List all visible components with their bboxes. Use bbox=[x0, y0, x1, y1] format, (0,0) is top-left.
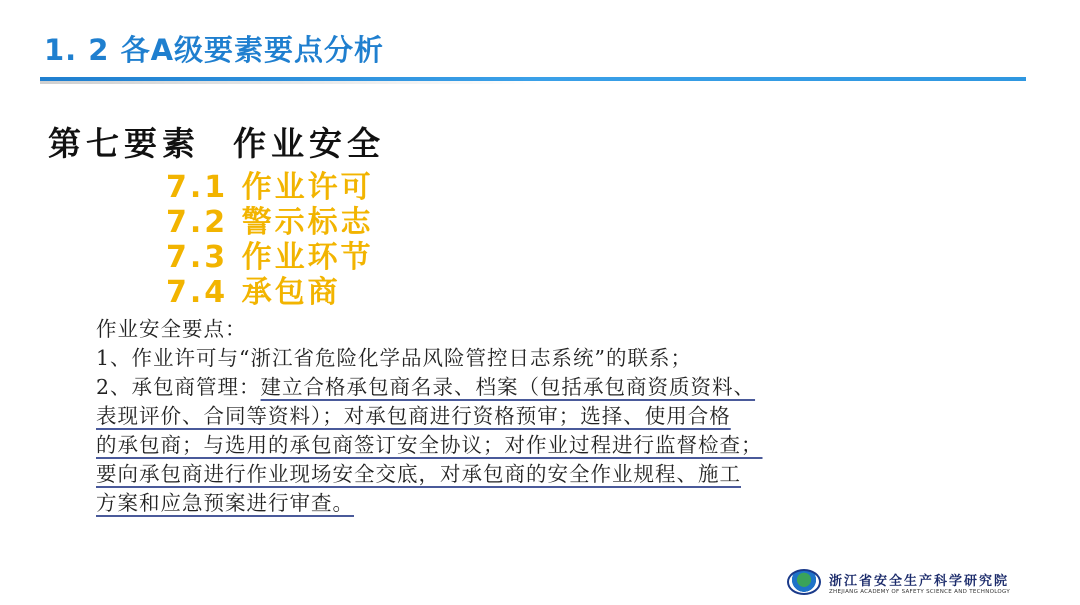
body-line-underlined: 的承包商；与选用的承包商签订安全协议；对作业过程进行监督检查； bbox=[96, 433, 763, 457]
footer-branding bbox=[787, 569, 1010, 595]
section-heading: 第七要素 作业安全 bbox=[48, 124, 385, 163]
body-line bbox=[96, 460, 936, 489]
sub-item: 7.4 承包商 bbox=[166, 275, 341, 310]
body-line bbox=[96, 373, 936, 402]
body-line-underlined: 要向承包商进行作业现场安全交底，对承包商的安全作业规程、施工 bbox=[96, 462, 741, 486]
body-line-underlined: 表现评价、合同等资料）；对承包商进行资格预审；选择、使用合格 bbox=[96, 404, 731, 428]
body-line bbox=[96, 402, 936, 431]
body-line-prefix: 2、承包商管理： bbox=[96, 375, 261, 399]
body-line: 作业安全要点： bbox=[96, 317, 247, 341]
academy-logo-icon bbox=[787, 569, 821, 595]
body-line bbox=[96, 489, 936, 518]
org-name bbox=[829, 570, 1010, 595]
title-divider-shadow bbox=[40, 81, 540, 84]
body-line bbox=[96, 431, 936, 460]
body-text bbox=[96, 315, 936, 518]
org-name-en: ZHEJIANG ACADEMY OF SAFETY SCIENCE AND TECHNOLOGY bbox=[828, 588, 1010, 595]
slide-title: 1. 2 各A级要素要点分析 bbox=[44, 33, 385, 67]
sub-item: 7.1 作业许可 bbox=[166, 170, 374, 205]
sub-item-list bbox=[166, 170, 374, 310]
body-line: 1、作业许可与“浙江省危险化学品风险管控日志系统”的联系； bbox=[96, 346, 693, 370]
org-name-cn: 浙江省安全生产科学研究院 bbox=[828, 573, 1009, 589]
sub-item: 7.3 作业环节 bbox=[166, 240, 374, 275]
body-line-underlined: 方案和应急预案进行审查。 bbox=[96, 491, 354, 515]
body-line-underlined: 建立合格承包商名录、档案（包括承包商资质资料、 bbox=[260, 375, 756, 399]
sub-item: 7.2 警示标志 bbox=[166, 205, 374, 240]
